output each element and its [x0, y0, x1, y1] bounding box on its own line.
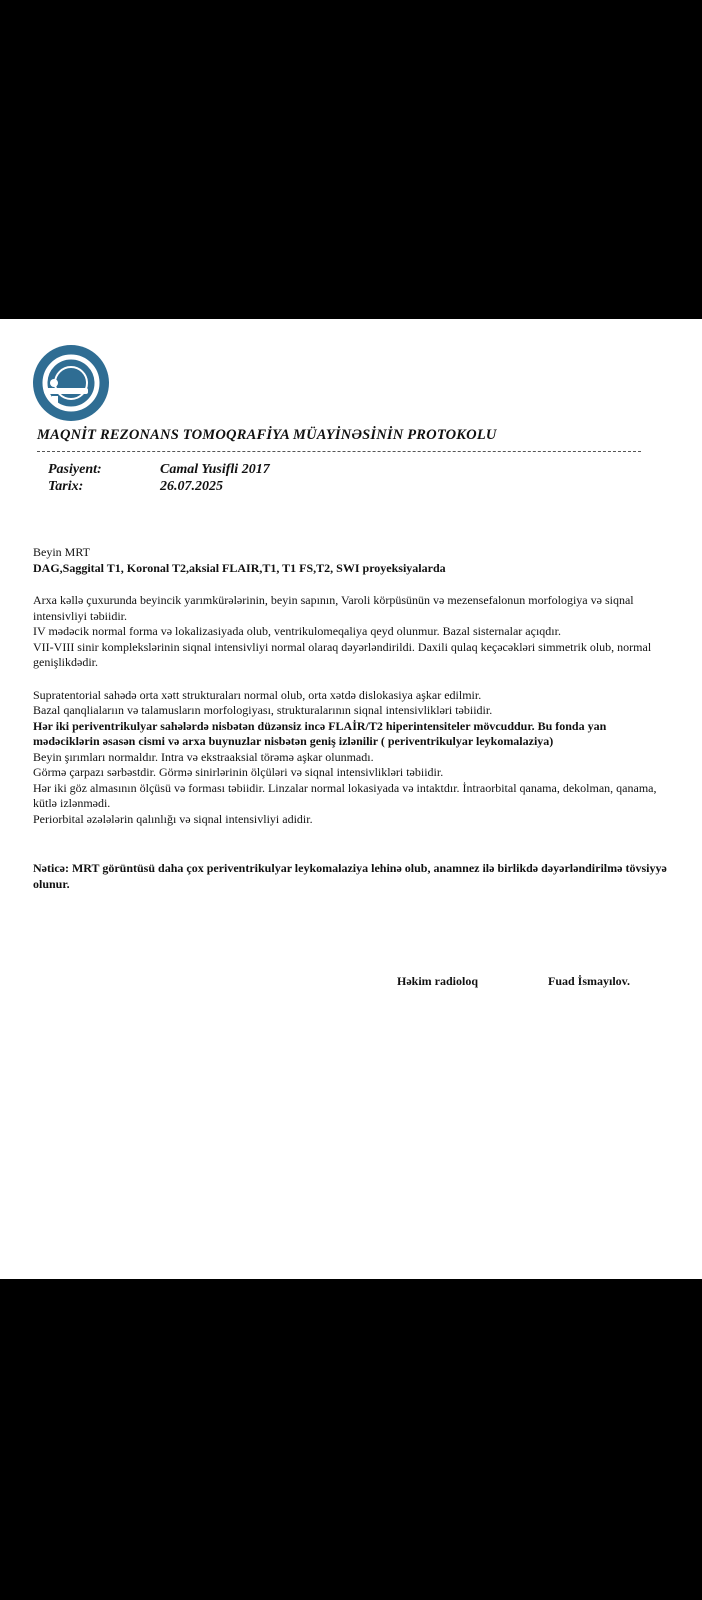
finding-2: IV mədəcik normal forma və lokalizasiyada olub, ventrikulomeqaliya qeyd olunmur. Bazal sisternalar açıqdır.	[33, 624, 561, 638]
date-value: 26.07.2025	[160, 479, 223, 494]
finding-7: Beyin şırımları normaldır. Intra və ekstraaksial törəmə aşkar olunmadı.	[33, 749, 374, 764]
signature-role: Həkim radioloq	[397, 974, 479, 988]
report-body	[33, 545, 668, 892]
finding-1: Arxa kəllə çuxurunda beyincik yarımkürələrinin, beyin sapının, Varoli körpüsünün və mezensefalonun morfologiya və siqnal intensivliyi təbiidir.	[33, 593, 634, 623]
signature-name: Fuad İsmayılov.	[548, 974, 631, 988]
finding-6: Hər iki periventrikulyar sahələrdə nisbətən düzənsiz incə FLAİR/T2 hiperintensiteler mövcuddur. Bu fonda yan mədəciklərin əsasən cismi və arxa buynuzlar nisbətən geniş izlənilir ( periventrikulyar leykomalaziya)	[33, 718, 607, 748]
exam-projections: DAG,Saggital T1, Koronal T2,aksial FLAIR,T1, T1 FS,T2, SWI proyeksiyalarda	[33, 560, 446, 575]
report-page	[0, 319, 702, 1279]
finding-9: Hər iki göz almasının ölçüsü və forması təbiidir. Linzalar normal lokasiyada və intaktdır. İntraorbital qanama, dekolman, qanama, kütlə izlənmədi.	[33, 780, 657, 810]
finding-3: VII-VIII sinir komplekslərinin siqnal intensivliyi normal olaraq dəyərləndirildi. Daxili qulaq keçəcəkləri simmetrik olub, normal genişlikdədir.	[33, 639, 652, 669]
finding-5: Bazal qanqlialarıın və talamusların morfologiyası, strukturalarının siqnal intensivlikləri təbiidir.	[33, 703, 493, 717]
finding-4: Supratentorial sahədə orta xətt strukturaları normal olub, orta xətdə dislokasiya aşkar edilmir.	[33, 687, 482, 702]
patient-label: Pasiyent:	[48, 462, 102, 477]
patient-value: Camal Yusifli 2017	[160, 462, 270, 477]
date-label: Tarix:	[48, 479, 84, 494]
finding-10: Periorbital əzələlərin qalınlığı və siqnal intensivliyi adidir.	[33, 811, 313, 826]
date-row	[48, 479, 223, 495]
finding-8: Görmə çarpazı sərbəstdir. Görmə sinirlərinin ölçüləri və siqnal intensivlikləri təbiidir.	[33, 765, 444, 779]
exam-name: Beyin MRT	[33, 545, 90, 559]
mri-scanner-logo-icon	[32, 344, 110, 422]
conclusion: Nəticə: MRT görüntüsü daha çox periventrikulyar leykomalaziya lehinə olub, anamnez ilə birlikdə dəyərləndirilmə tövsiyyə olunur.	[33, 861, 667, 891]
report-title: MAQNİT REZONANS TOMOQRAFİYA MÜAYİNƏSİNİN PROTOKOLU	[37, 427, 497, 443]
patient-row	[48, 462, 270, 478]
divider	[37, 451, 641, 452]
